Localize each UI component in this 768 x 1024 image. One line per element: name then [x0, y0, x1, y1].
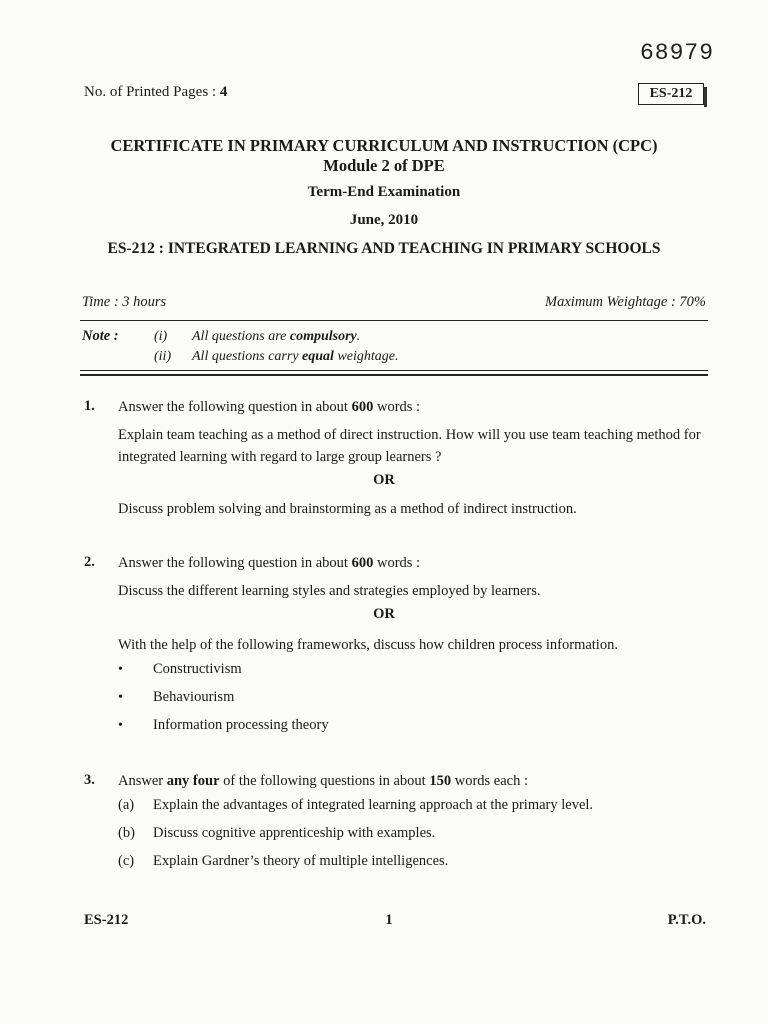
question-intro [118, 770, 708, 792]
printed-pages [84, 84, 227, 101]
sub-question-label: (b) [118, 825, 135, 841]
intro-text: Answer the following question in about [118, 399, 352, 415]
module-title: Module 2 of DPE [323, 156, 445, 175]
exam-date: June, 2010 [349, 212, 419, 228]
serial-number: 68979 [640, 40, 715, 66]
question-body: Discuss the different learning styles and strategies employed by learners. [118, 583, 541, 599]
question-intro [118, 396, 708, 418]
question-alternative: With the help of the following frameworks, discuss how children process information. [118, 637, 618, 653]
intro-bold-text: any four [166, 773, 220, 789]
note-item-number: (i) [154, 329, 168, 344]
intro-text: words : [373, 555, 421, 571]
bullet-marker: • [118, 662, 123, 677]
exam-time: Time : 3 hours [82, 294, 167, 310]
intro-text: words each : [451, 773, 528, 789]
intro-text: Answer [118, 773, 167, 789]
bullet-item: Information processing theory [153, 717, 329, 733]
page-number: 1 [385, 912, 393, 928]
question-number: 2. [84, 554, 95, 570]
question-alternative: Discuss problem solving and brainstorming as a method of indirect instruction. [118, 501, 577, 517]
note-text-pre: All questions carry [192, 349, 303, 364]
bullet-marker: • [118, 718, 123, 733]
note-text-pre: All questions are [192, 329, 290, 344]
note-item-number: (ii) [154, 349, 172, 364]
note-item-text [192, 329, 360, 345]
bullet-marker: • [118, 690, 123, 705]
question-number: 1. [84, 398, 95, 414]
please-turn-over: P.T.O. [667, 912, 706, 928]
divider-double-bottom [80, 374, 708, 376]
note-text-post: . [356, 329, 361, 344]
note-item-text [192, 349, 398, 365]
footer-course-code: ES-212 [84, 912, 129, 928]
intro-text: words : [373, 399, 421, 415]
exam-type: Term-End Examination [307, 184, 461, 200]
sub-question-text: Explain the advantages of integrated learning approach at the primary level. [153, 797, 594, 813]
printed-pages-value: 4 [219, 84, 228, 100]
sub-question-text: Discuss cognitive apprenticeship with examples. [153, 825, 436, 841]
question-intro [118, 552, 708, 574]
sub-question-text: Explain Gardner’s theory of multiple intelligences. [153, 853, 449, 869]
max-weightage: Maximum Weightage : 70% [545, 294, 706, 310]
note-text-bold: compulsory [289, 329, 357, 344]
course-code-box: ES-212 [638, 83, 704, 105]
sub-question-label: (a) [118, 797, 135, 813]
bullet-item: Behaviourism [153, 689, 235, 705]
divider-top [80, 320, 708, 321]
course-title: ES-212 : INTEGRATED LEARNING AND TEACHING IN PRIMARY SCHOOLS [107, 240, 661, 257]
or-separator: OR [373, 606, 395, 622]
printed-pages-label: No. of Printed Pages : [84, 84, 220, 100]
note-text-bold: equal [302, 349, 334, 364]
programme-title: CERTIFICATE IN PRIMARY CURRICULUM AND INSTRUCTION (CPC) [110, 136, 658, 155]
sub-question-label: (c) [118, 853, 135, 869]
bullet-item: Constructivism [153, 661, 242, 677]
divider-double-top [80, 370, 708, 371]
intro-text: Answer the following question in about [118, 555, 352, 571]
question-number: 3. [84, 772, 95, 788]
intro-text: of the following questions in about [219, 773, 430, 789]
question-body: Explain team teaching as a method of direct instruction. How will you use team teaching method for integrated learning with regard to large group learners ? [118, 427, 701, 465]
intro-word-count: 150 [429, 773, 452, 789]
intro-word-count: 600 [351, 399, 374, 415]
or-separator: OR [373, 472, 395, 488]
intro-word-count: 600 [351, 555, 374, 571]
note-text-post: weightage. [333, 349, 399, 364]
note-label: Note : [82, 328, 119, 344]
